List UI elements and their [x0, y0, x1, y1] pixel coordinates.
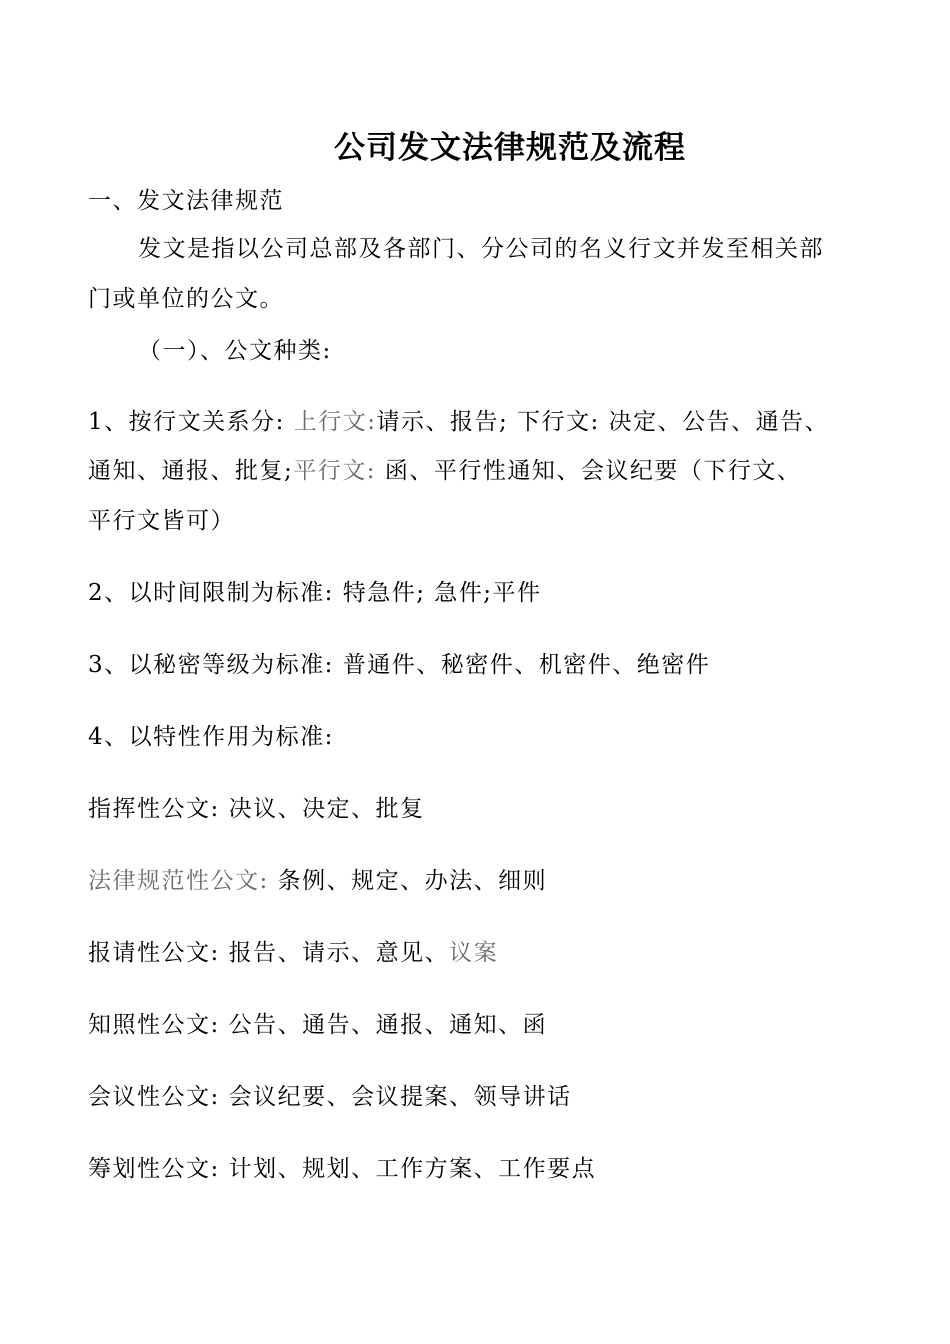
upward-doc-label: 上行文:: [293, 409, 377, 435]
category-planning: [88, 1154, 596, 1184]
item1-text-3: 函、平行性通知、会议纪要（下行文、: [384, 458, 802, 484]
subsection-heading: （一）、公文种类:: [138, 338, 332, 364]
category-content: 计划、规划、工作方案、工作要点: [228, 1156, 597, 1182]
intro-line-1: 发文是指以公司总部及各部门、分公司的名义行文并发至相关部: [138, 236, 824, 262]
page-title: 公司发文法律规范及流程: [334, 130, 686, 166]
category-content: 条例、规定、办法、细则: [277, 868, 548, 894]
category-content: 报告、请示、意见、: [228, 940, 450, 966]
category-reporting: [88, 938, 498, 968]
item1-label: 1、按行文关系分:: [88, 409, 294, 435]
category-content: 公告、通告、通报、通知、函: [228, 1012, 548, 1038]
item1-text-2: 通知、通报、批复;: [88, 458, 294, 484]
category-regulatory: [88, 866, 547, 896]
category-label: 报请性公文:: [88, 940, 229, 966]
parallel-doc-label: 平行文:: [293, 458, 385, 484]
item2: 2、以时间限制为标准: 特急件; 急件;平件: [88, 580, 542, 606]
item3: 3、以秘密等级为标准: 普通件、秘密件、机密件、绝密件: [88, 652, 711, 678]
intro-line-2: 门或单位的公文。: [88, 286, 284, 312]
category-content: 决议、决定、批复: [228, 796, 425, 822]
category-label: 会议性公文:: [88, 1084, 229, 1110]
category-label: 指挥性公文:: [88, 796, 229, 822]
category-meeting: [88, 1082, 572, 1112]
category-directive: [88, 794, 425, 824]
category-label: 法律规范性公文:: [88, 868, 278, 894]
item1-line-2: [88, 456, 801, 486]
section-heading: 一、发文法律规范: [88, 188, 284, 214]
category-content: 会议纪要、会议提案、领导讲话: [228, 1084, 572, 1110]
item4: 4、以特性作用为标准:: [88, 724, 334, 750]
category-extra: 议案: [449, 940, 499, 966]
category-label: 知照性公文:: [88, 1012, 229, 1038]
item1-text: 请示、报告; 下行文: 决定、公告、通告、: [376, 409, 830, 435]
category-label: 筹划性公文:: [88, 1156, 229, 1182]
item1-line-1: [88, 407, 829, 437]
category-notifying: [88, 1010, 547, 1040]
item1-line-3: 平行文皆可）: [88, 508, 235, 534]
